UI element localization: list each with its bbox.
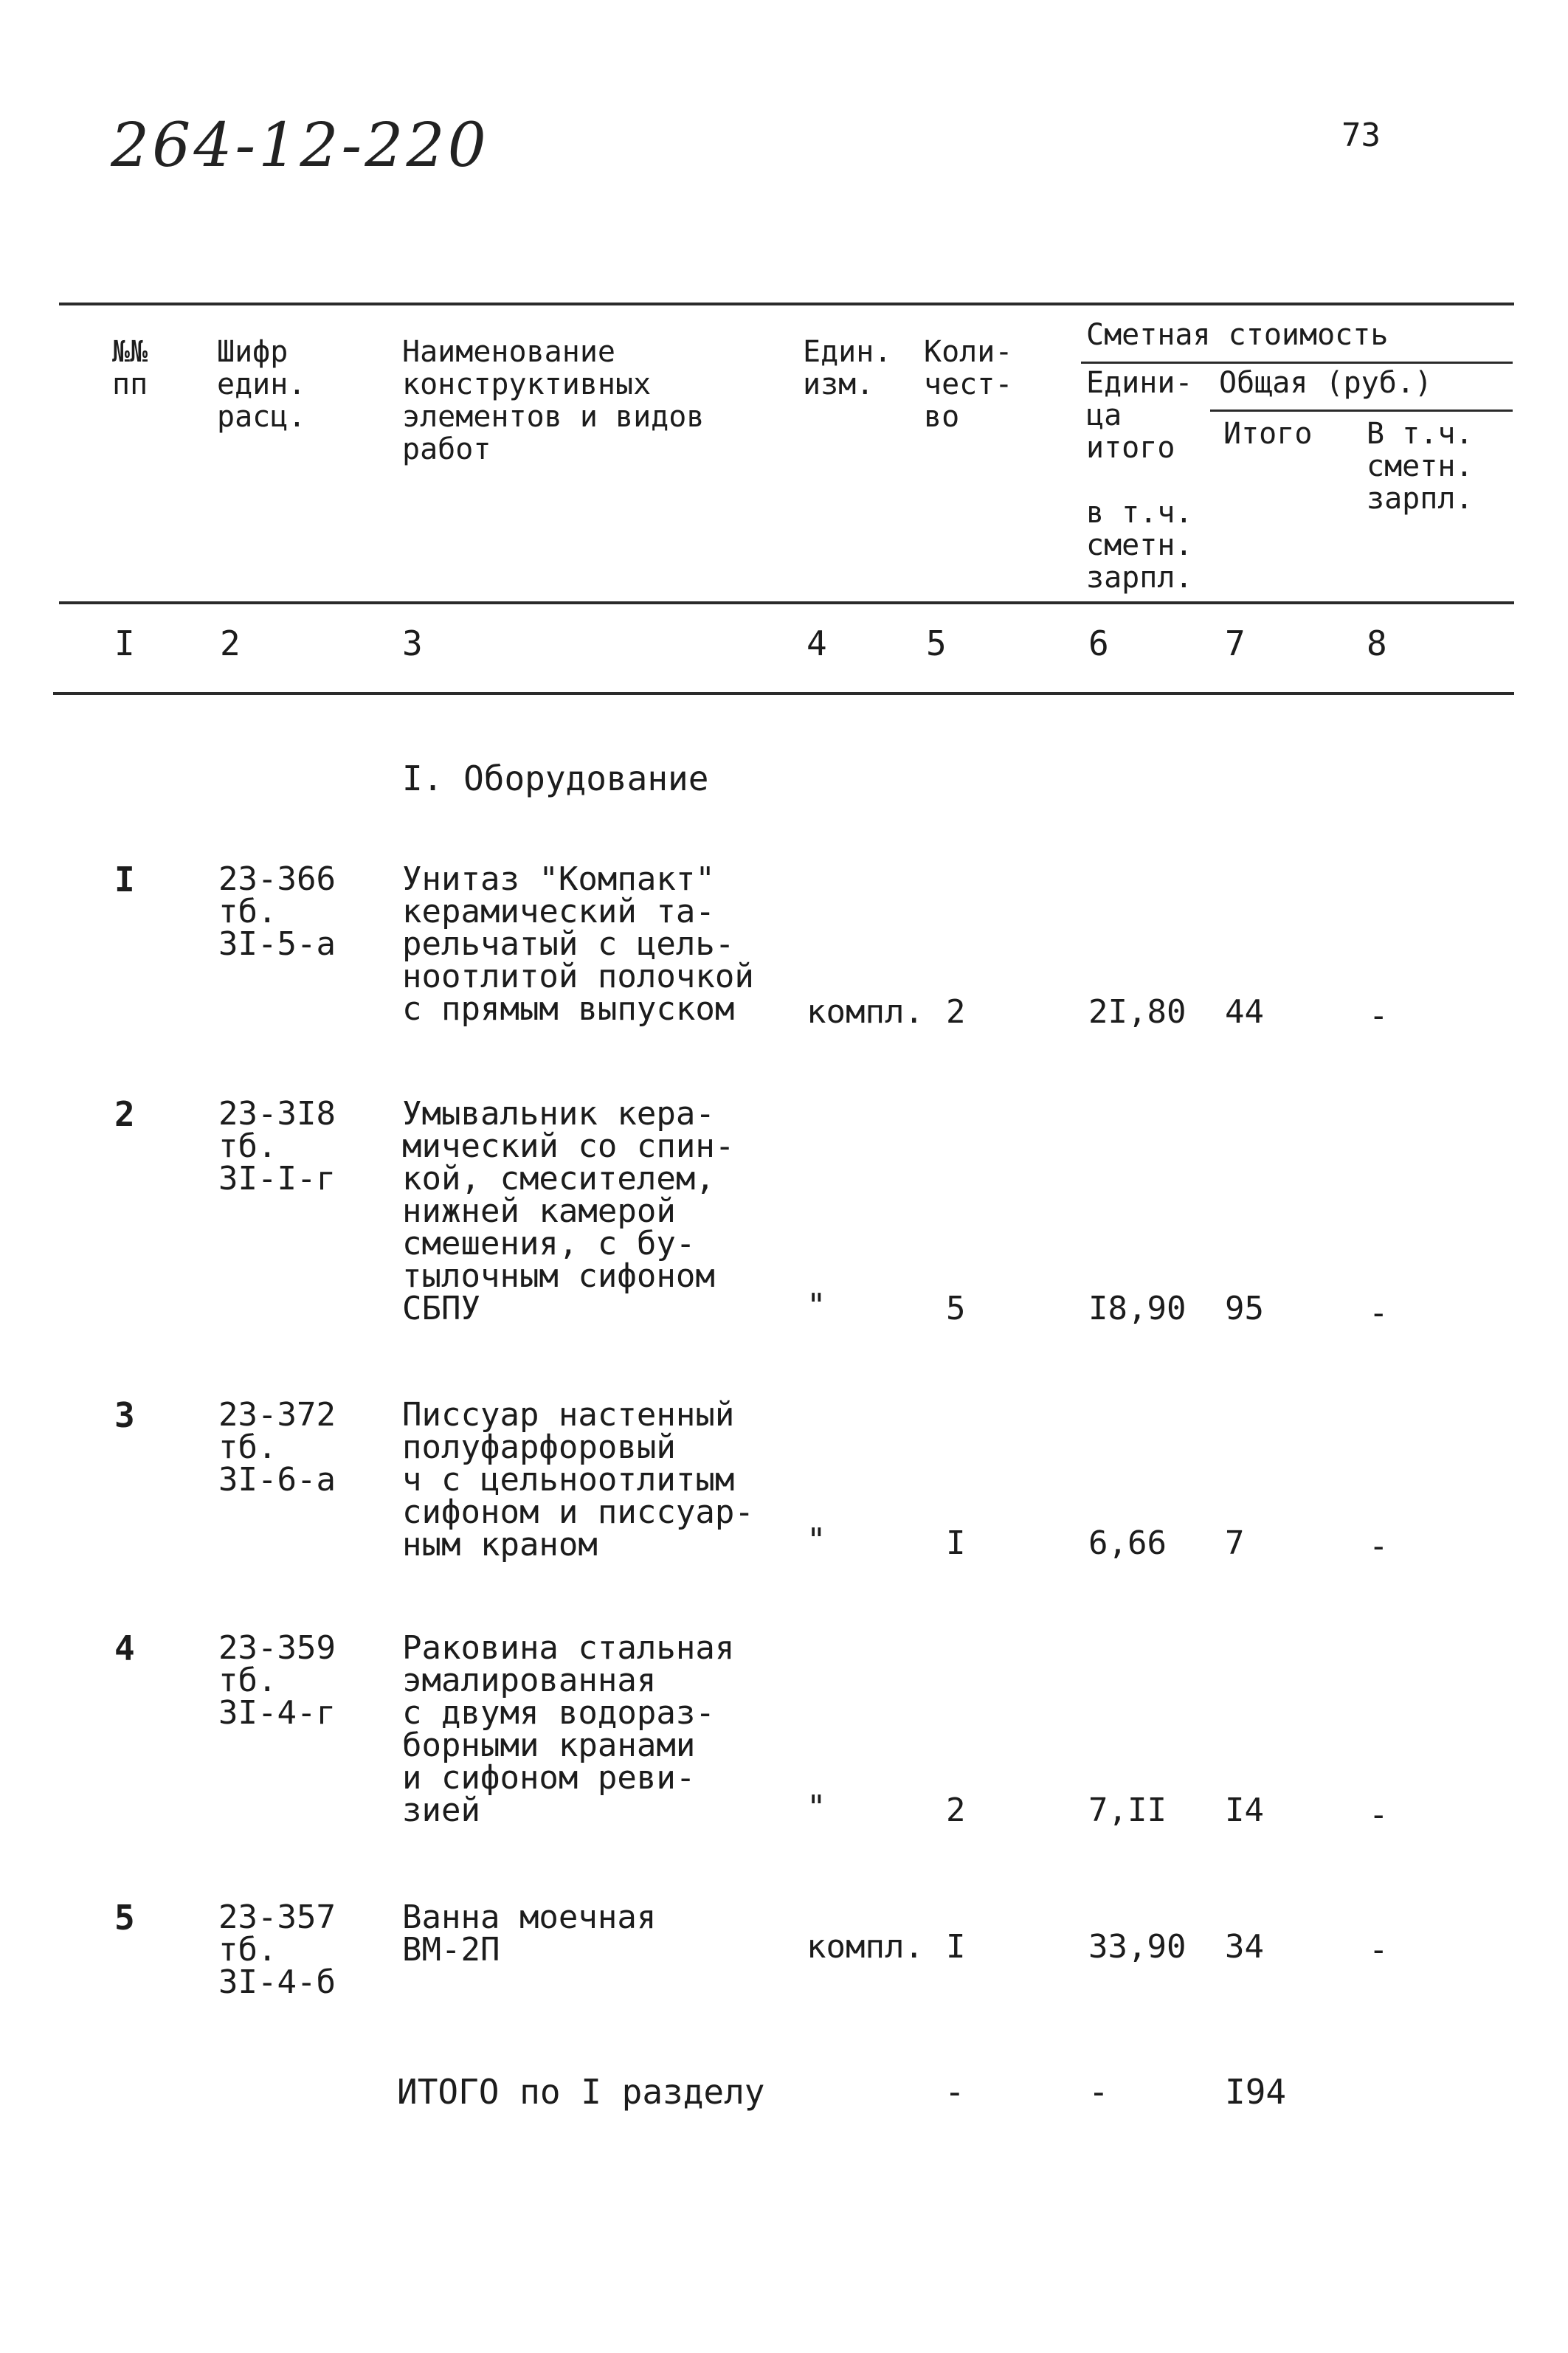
unit: компл.: [807, 993, 924, 1031]
unit-cost: I8,90: [1088, 1290, 1187, 1327]
header-incl-wages: В т.ч. сметн. зарпл.: [1367, 417, 1474, 516]
rate-code: 23-357 тб. 3I-4-б: [218, 1898, 336, 2001]
unit-cost: 33,90: [1088, 1928, 1187, 1966]
row-number: 5: [114, 1898, 135, 1938]
quantity: 2: [946, 1791, 966, 1829]
quantity: 5: [946, 1290, 966, 1327]
column-number-8: 8: [1367, 623, 1387, 663]
item-name: Умывальник кера- мический со спин- кой, смесителем, нижней камерой смешения, с бу- тылочным сифоном СБПУ: [402, 1095, 735, 1327]
section-total-unit-cost: -: [1088, 2072, 1109, 2112]
header-total: Итого: [1223, 417, 1313, 451]
header-item-name: Наименование конструктивных элементов и видов работ: [402, 335, 705, 466]
page-number: 73: [1341, 117, 1381, 154]
item-name: Унитаз "Компакт" керамический та- рельчатый с цель- ноотлитой полочкой с прямым выпуском: [402, 860, 754, 1028]
row-number: 3: [114, 1395, 135, 1435]
column-number-6: 6: [1088, 623, 1109, 663]
wages: -: [1369, 1294, 1389, 1332]
wages: -: [1369, 1931, 1389, 1969]
column-number-7: 7: [1225, 623, 1246, 663]
unit: ": [807, 1287, 826, 1324]
total-cost: 95: [1225, 1290, 1264, 1327]
rate-code: 23-372 тб. 3I-6-а: [218, 1396, 336, 1499]
unit: ": [807, 1521, 826, 1559]
rate-code: 23-359 тб. 3I-4-г: [218, 1629, 336, 1732]
header-total-group: Общая (руб.): [1219, 366, 1432, 400]
total-cost: 44: [1225, 993, 1264, 1031]
wages: -: [1369, 1796, 1389, 1834]
item-name: Ванна моечная ВМ-2П: [402, 1898, 657, 1969]
column-numbers-bottom-rule: [53, 692, 1514, 695]
column-number-5: 5: [926, 623, 947, 663]
total-cost: 7: [1225, 1524, 1245, 1562]
section-title: I. Оборудование: [402, 759, 709, 798]
header-quantity: Коли- чест- во: [924, 335, 1013, 434]
unit: компл.: [807, 1928, 924, 1966]
cost-group-rule: [1081, 362, 1513, 364]
unit-cost: 6,66: [1088, 1524, 1167, 1562]
row-number: I: [114, 860, 135, 899]
header-row-number: №№ пп: [112, 335, 148, 401]
row-number: 4: [114, 1628, 135, 1668]
column-number-1: I: [114, 623, 135, 663]
quantity: 2: [946, 993, 966, 1031]
total-cost: 34: [1225, 1928, 1264, 1966]
header-bottom-rule: [59, 601, 1514, 604]
quantity: I: [946, 1524, 966, 1562]
rate-code: 23-366 тб. 3I-5-а: [218, 860, 336, 963]
column-number-2: 2: [220, 623, 241, 663]
item-name: Раковина стальная эмалированная с двумя водораз- борными кранами и сифоном реви- зией: [402, 1629, 735, 1829]
table-top-rule: [59, 303, 1514, 305]
header-unit: Един. изм.: [803, 335, 892, 401]
unit: ": [807, 1789, 826, 1826]
header-cost-group: Сметная стоимость: [1086, 318, 1389, 352]
quantity: I: [946, 1928, 966, 1966]
wages: -: [1369, 997, 1389, 1034]
section-total-label: ИТОГО по I разделу: [397, 2072, 765, 2112]
wages: -: [1369, 1527, 1389, 1565]
rate-code: 23-3I8 тб. 3I-I-г: [218, 1095, 336, 1198]
total-group-rule: [1210, 410, 1513, 412]
total-cost: I4: [1225, 1791, 1264, 1829]
unit-cost: 2I,80: [1088, 993, 1187, 1031]
section-total-quantity: -: [944, 2072, 965, 2112]
header-unit-cost: Едини- ца итого в т.ч. сметн. зарпл.: [1086, 366, 1193, 595]
header-rate-code: Шифр един. расц.: [217, 335, 306, 434]
column-number-4: 4: [807, 623, 827, 663]
section-total-amount: I94: [1225, 2072, 1287, 2112]
column-number-3: 3: [402, 623, 423, 663]
row-number: 2: [114, 1094, 135, 1134]
unit-cost: 7,II: [1088, 1791, 1167, 1829]
document-code: 264-12-220: [111, 111, 489, 181]
item-name: Писсуар настенный полуфарфоровый ч с цельноотлитым сифоном и писсуар- ным краном: [402, 1396, 754, 1564]
